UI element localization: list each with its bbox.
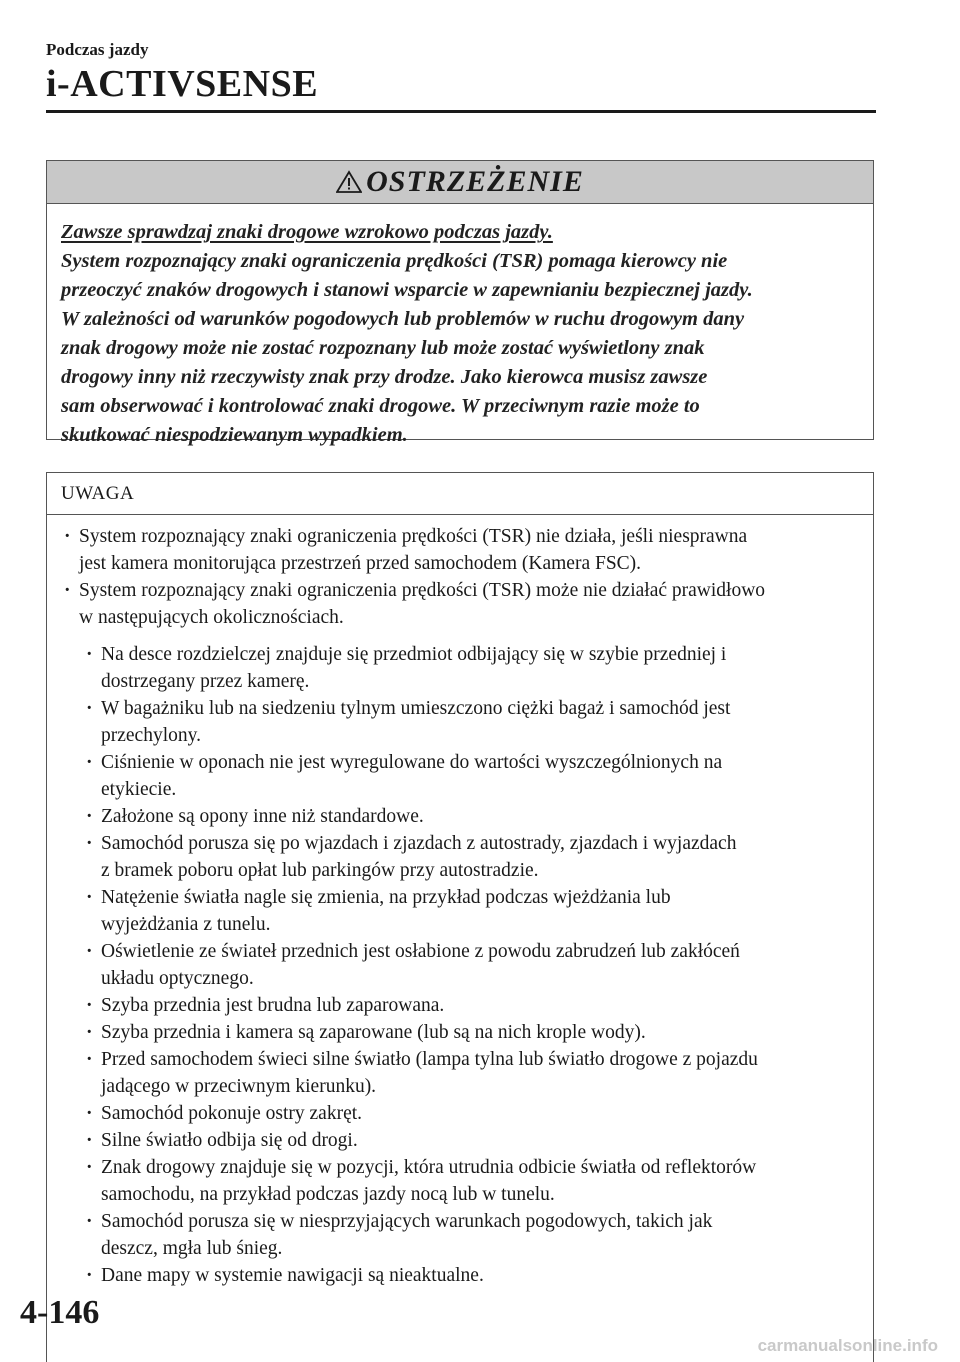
page-number: 4-146: [20, 1294, 100, 1331]
sub-item-line: · Natężenie światła nagle się zmienia, na przykład podczas wjeżdżania lub: [101, 887, 671, 908]
sub-item-line: · Na desce rozdzielczej znajduje się przedmiot odbijający się w szybie przedniej i: [101, 644, 727, 665]
page-header: [46, 40, 876, 106]
sub-list-item: [83, 884, 859, 938]
sub-item-line: · Samochód pokonuje ostry zakręt.: [101, 1103, 363, 1124]
sub-item-line: · Silne światło odbija się od drogi.: [101, 1130, 358, 1151]
sub-item-line: · W bagażniku lub na siedzeniu tylnym umieszczono ciężki bagaż i samochód jest: [101, 698, 731, 719]
sub-list-item: [83, 803, 859, 830]
warning-header: [47, 161, 873, 204]
list-item-line: · System rozpoznający znaki ograniczenia prędkości (TSR) może nie działać prawidłowo: [79, 580, 766, 601]
warning-line: drogowy inny niż rzeczywisty znak przy drodze. Jako kierowca musisz zawsze: [61, 366, 708, 388]
sub-list-item: [83, 1100, 859, 1127]
warning-text: [47, 204, 873, 450]
warning-box: [46, 160, 874, 446]
sub-list-item: [83, 938, 859, 992]
sub-list-item: [83, 641, 859, 695]
list-item-line: jest kamera monitorująca przestrzeń przed samochodem (Kamera FSC).: [79, 553, 642, 574]
sub-list-item: [83, 1046, 859, 1100]
sub-item-line: · Ciśnienie w oponach nie jest wyregulowane do wartości wyszczególnionych na: [101, 752, 723, 773]
sub-list-item: [83, 1127, 859, 1154]
warning-line: znak drogowy może nie zostać rozpoznany lub może zostać wyświetlony znak: [61, 337, 705, 359]
sub-item-line: wyjeżdżania z tunelu.: [101, 914, 271, 935]
note-box: [46, 472, 874, 1362]
list-item-line: w następujących okolicznościach.: [79, 607, 344, 628]
sub-item-line: dostrzegany przez kamerę.: [101, 671, 310, 692]
list-item-line: · System rozpoznający znaki ograniczenia prędkości (TSR) nie działa, jeśli niesprawna: [79, 526, 748, 547]
sub-item-line: przechylony.: [101, 725, 201, 746]
header-rule: [46, 110, 876, 113]
sub-item-line: · Samochód porusza się po wjazdach i zjazdach z autostrady, zjazdach i wyjazdach: [101, 833, 737, 854]
warning-line: przeoczyć znaków drogowych i stanowi wsparcie w zapewnianiu bezpiecznej jazdy.: [61, 279, 753, 301]
sub-item-line: · Samochód porusza się w niesprzyjających warunkach pogodowych, takich jak: [101, 1211, 713, 1232]
sub-list-item: [83, 695, 859, 749]
warning-label: OSTRZEŻENIE: [366, 165, 584, 198]
list-item: [61, 577, 859, 631]
sub-list-item: [83, 1262, 859, 1289]
note-header: UWAGA: [47, 473, 873, 515]
sub-item-line: · Przed samochodem świeci silne światło (lampa tylna lub światło drogowe z pojazdu: [101, 1049, 758, 1070]
warning-lead: Zawsze sprawdzaj znaki drogowe wzrokowo podczas jazdy.: [61, 221, 553, 243]
warning-line: sam obserwować i kontrolować znaki drogowe. W przeciwnym razie może to: [61, 395, 700, 417]
warning-line: System rozpoznający znaki ograniczenia prędkości (TSR) pomaga kierowcy nie: [61, 250, 728, 272]
sub-list-item: [83, 830, 859, 884]
watermark: carmanualsonline.info: [757, 1336, 938, 1355]
list-item: [61, 523, 859, 577]
sub-item-line: · Szyba przednia jest brudna lub zaparowana.: [101, 995, 445, 1016]
sub-item-line: etykiecie.: [101, 779, 177, 800]
sub-item-line: · Szyba przednia i kamera są zaparowane (lub są na nich krople wody).: [101, 1022, 646, 1043]
sub-item-line: · Dane mapy w systemie nawigacji są nieaktualne.: [101, 1265, 484, 1286]
sub-item-line: · Założone są opony inne niż standardowe.: [101, 806, 424, 827]
sub-item-line: z bramek poboru opłat lub parkingów przy autostradzie.: [101, 860, 539, 881]
sub-list-item: [83, 749, 859, 803]
sub-item-line: układu optycznego.: [101, 968, 254, 989]
sub-item-line: samochodu, na przykład podczas jazdy nocą lub w tunelu.: [101, 1184, 555, 1205]
warning-triangle-icon: [336, 170, 362, 194]
warning-line: W zależności od warunków pogodowych lub problemów w ruchu drogowym dany: [61, 308, 745, 330]
page-title: i-ACTIVSENSE: [46, 63, 319, 105]
sub-item-line: jadącego w przeciwnym kierunku).: [101, 1076, 377, 1097]
note-text: [47, 515, 873, 1289]
sub-list-item: [83, 1019, 859, 1046]
warning-line: skutkować niespodziewanym wypadkiem.: [61, 424, 408, 446]
sub-list-item: [83, 992, 859, 1019]
sub-list: [61, 641, 859, 1289]
sub-item-line: · Znak drogowy znajduje się w pozycji, która utrudnia odbicie światła od reflektorów: [101, 1157, 757, 1178]
sub-item-line: · Oświetlenie ze świateł przednich jest osłabione z powodu zabrudzeń lub zakłóceń: [101, 941, 740, 962]
sub-item-line: deszcz, mgła lub śnieg.: [101, 1238, 283, 1259]
sub-list-item: [83, 1154, 859, 1208]
section-name: Podczas jazdy: [46, 40, 149, 59]
sub-list-item: [83, 1208, 859, 1262]
